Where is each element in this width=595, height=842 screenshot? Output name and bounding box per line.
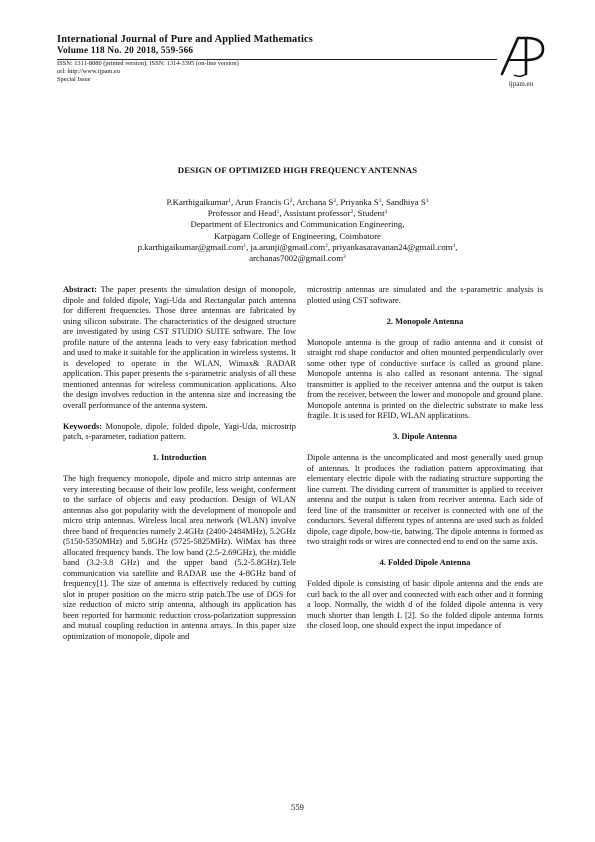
department: Department of Electronics and Communication Engineering, [190,219,405,230]
author-affiliation-mark: 3 [333,198,336,204]
logo-caption: ijpam.eu [508,80,534,88]
monopole-text: Monopole antenna is the group of radio antenna and it consist of straight rod shape conductor and often mounted perpendicularly over some other type of conductive surface is called as ground plane. Monopole antenna is also called as resonant antenna. The signal transmitter is applied to the receiver antenna and the output is taken from the receiver, between the lower and monopole and ground plane. Monopole antenna is printed on the dielectric substrate to make less fragile. It is used for RFID, WLAN applications. [307,337,543,420]
ap-monogram-icon [496,30,546,80]
left-column [63,285,296,642]
author-item: P.Karthigaikumar [166,197,229,207]
role-affiliation-mark: 2 [350,209,354,216]
keywords-label: Keywords: [63,421,103,431]
introduction-text: The high frequency monopole, dipole and micro strip antennas are very interesting because of their low profile, less weight, conferment to the surface of objects and easy production. Design of WLAN antennas also got popularity with the development of monopole and micro strip antennas. Wireless local area network (WLAN) involve three band of frequencies namely 2.4GHz (2400-2484MHz), 5.2GHz (5150-5350MHz) and 5.8GHz (5725-5825MHz). WiMax has three allocated frequency bands. The low band (2.5-2.69GHz), the middle band (3.2-3.8 GHz) and the upper band (5.2-5.8GHz).Tele communication via satellite and RADAR use the 4-8GHz band of frequency[1]. The size of antenna is effectively reduced by cutting slot in proper position on the micro strip patch.The use of DGS for size reduction of micro strip antenna, although its application has been reported for harmonic reduction cross-polarization suppression and mutual coupling reduction in antenna arrays. In this paper size optimization of monopole, dipole and [63,474,296,641]
folded-dipole-text: Folded dipole is consisting of basic dipole antenna and the ends are curl back to the all over and connected with each other and it forming a loop. Normally, the width d of the folded dipole antenna is very much shorter than length L [2]. So the folded dipole antenna forms the closed loop, one should expect the input impedance of [307,579,543,630]
journal-logo [496,30,546,90]
issn-line: ISSN: 1311-8080 (printed version); ISSN: 1314-3395 (on-line version) [57,60,239,67]
author-list: P.Karthigaikumar$^1$, Arun Francis $G^2$, Archana $S^3$, Priyanka $S^3$, Sandhiya $S^3$ [166,197,429,207]
author-roles: Professor and Head$^1$, Assistant professor$^2$, Student$^3$ [207,208,388,219]
introduction-continued: microstrip antennas are simulated and the s-parametric analysis is plotted using CST software. [307,285,543,305]
email-item: p.karthigaikumar@gmail.com [137,241,244,252]
section-heading-dipole: 3. Dipole Antenna [393,432,457,441]
email-item: priyankasaravanan24@gmail.com [332,241,453,252]
journal-url: url: http://www.ijpam.eu [57,68,120,76]
author-block [0,197,595,264]
role-affiliation-mark: 3 [384,209,388,216]
journal-title: International Journal of Pure and Applied Mathematics [57,34,313,45]
section-heading-introduction: 1. Introduction [152,453,207,462]
author-affiliation-mark: 2 [289,198,293,204]
role-affiliation-mark: 1 [276,209,280,216]
email-affiliation-mark: 2 [325,242,328,249]
abstract [63,285,296,411]
email-affiliation-mark: 3 [343,254,346,261]
author-affiliation-mark: 3 [378,198,382,204]
role-item: Professor and Head [207,208,277,219]
email-affiliation-mark: 1 [243,242,247,249]
keywords [63,422,296,443]
abstract-text: The paper presents the simulation design of monopole, dipole and folded dipole, Yagi-Uda and Rectangular patch antenna for different frequencies. Those three antennas are fabricated by using silicon substrate. The characteristics of the designed structure are investigated by using CST STUDIO SUITE software. The low profile nature of the antenna leads to very easy fabrication method and used to make it suitable for the application in wireless systems. It is developed to operate in the WLAN, Wimax& RADAR application. This paper presents the s-parametric analysis of all these mentioned antennas for wireless communication applications. Also the design involves reduction in the antenna size and increasing the overall performance of the antenna system. [63,285,296,410]
email-item: ja.arunji@gmail.com [250,241,326,252]
page-number: 559 [291,802,304,812]
author-item: Sandhiya S [385,197,426,207]
email-affiliation-mark: 3 [452,242,456,249]
special-issue-label: Special Issue [57,76,91,84]
keywords-text: Monopole, dipole, folded dipole, Yagi-Uda, microstrip patch, s-parameter, radiation pattern. [63,421,296,441]
journal-header [57,34,497,85]
section-heading-monopole: 2. Monopole Antenna [386,316,464,326]
role-item: Assistant professor [283,208,351,219]
author-item: Priyanka S [340,197,379,207]
author-affiliation-mark: 1 [228,198,232,204]
author-item: Archana S [296,197,334,207]
section-heading-folded-dipole: 4. Folded Dipole Antenna [379,558,471,567]
author-affiliation-mark: 3 [425,198,429,204]
dipole-text: Dipole antenna is the uncomplicated and most generally used group of antennas. It produces the radiation pattern approximating that elementary electric dipole with the radiating structure supporting the line current. The dividing current of transmitter is applied to receiver antenna and the output is taken from receiver antenna. Each side of feed line of the transmitter or receiver is connected with one of the conductors. Several different types of antenna are used such as folded dipole, cage dipole, bow-tie, batwing. The dipole antenna is formed as two straight rods or wires are connected end to end on the same axis. [307,453,543,546]
paper-title: DESIGN OF OPTIMIZED HIGH FREQUENCY ANTENNAS [177,165,418,175]
volume-line: Volume 118 No. 20 2018, 559-566 [57,46,497,60]
email-item: archanas7002@gmail.com [249,253,344,264]
author-item: Arun Francis G [234,197,290,207]
author-emails: p.karthigaikumar@gmail.com$^1$, ja.arunji@gmail.com$^2$, priyankasaravanan24@gmail.com$^3$, archanas7002@gmail.com$^3$ [137,241,458,264]
abstract-label: Abstract: [63,285,97,294]
college: Karpagam College of Engineering, Coimbatore [214,230,381,241]
right-column [307,285,543,632]
role-item: Student [357,208,385,219]
